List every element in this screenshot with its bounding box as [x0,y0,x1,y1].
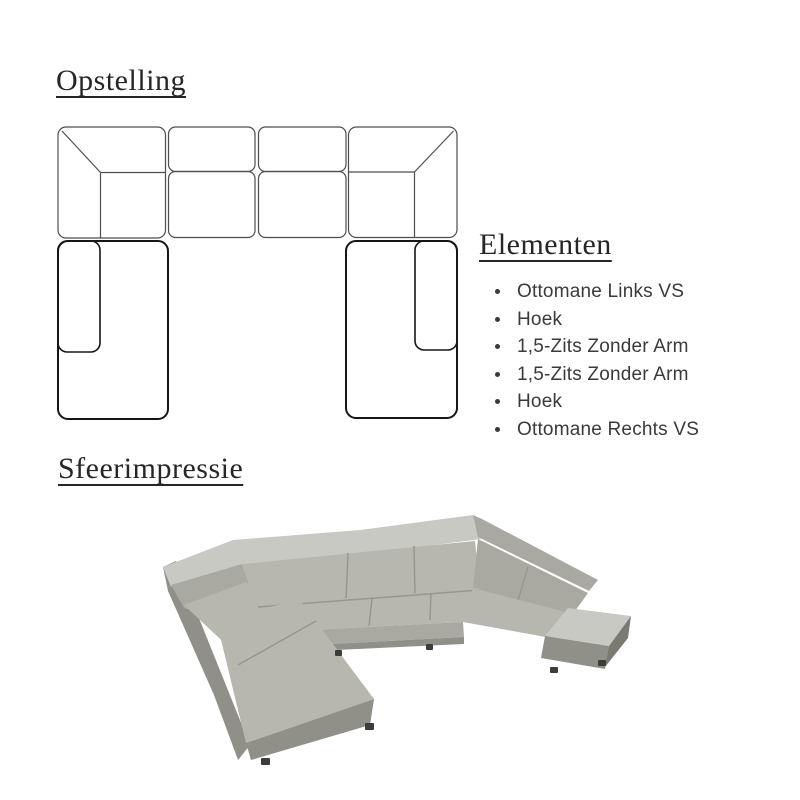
element-item: 1,5-Zits Zonder Arm [492,361,779,389]
configuration-schematic [50,118,466,424]
element-item: Hoek [492,388,779,416]
schematic-module-hoek-right [349,127,458,238]
schematic-module-ottomane-rechts [346,241,457,418]
elementen-heading: Elementen [479,228,612,261]
sofa-illustration [163,515,631,765]
opstelling-heading: Opstelling [56,64,186,97]
ottomane-rechts-outline [346,241,457,418]
schematic-top-row [58,127,457,238]
zits-2-back [259,127,347,172]
element-item: Hoek [492,306,779,334]
zits-1-seat [169,172,256,238]
ottomane-links-arm [58,241,100,352]
elementen-section [479,228,779,444]
element-item: Ottomane Rechts VS [492,416,779,444]
ottomane-links-outline [58,241,168,419]
zits-1-back [169,127,256,172]
sfeerimpressie-heading: Sfeerimpressie [58,452,244,485]
hoek-left-diagonal [62,131,101,173]
schematic-module-ottomane-links [58,241,168,419]
element-item: 1,5-Zits Zonder Arm [492,333,779,361]
hoek-right-diagonal [415,131,454,172]
zits-2-seat [259,172,347,238]
schematic-module-zits-2 [259,127,347,238]
elementen-list [492,278,779,444]
sofa-impression-image [130,495,690,785]
element-item: Ottomane Links VS [492,278,779,306]
ottomane-rechts-arm [415,241,457,350]
schematic-module-zits-1 [169,127,256,238]
schematic-module-hoek-left [58,127,166,238]
schematic-bottom-row [58,241,457,419]
